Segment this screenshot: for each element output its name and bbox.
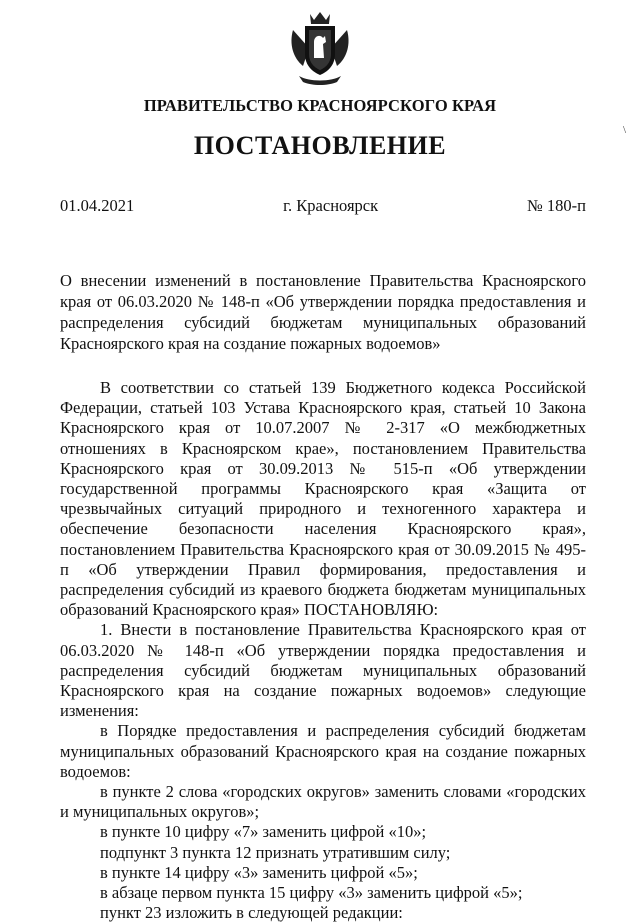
- government-title: ПРАВИТЕЛЬСТВО КРАСНОЯРСКОГО КРАЯ: [143, 96, 497, 115]
- change-paragraph-1: в пункте 2 слова «городских округов» заменить словами «городских и муниципальных округов»;: [60, 782, 586, 822]
- document-type-title: ПОСТАНОВЛЕНИЕ: [193, 131, 447, 160]
- change-paragraph-2: в пункте 10 цифру «7» заменить цифрой «10»;: [100, 822, 427, 842]
- document-number: № 180-п: [527, 196, 586, 215]
- change-paragraph-6: пункт 23 изложить в следующей редакции:: [100, 903, 403, 923]
- change-paragraph-5: в абзаце первом пункта 15 цифру «3» заменить цифрой «5»;: [100, 883, 523, 903]
- change-paragraph-3: подпункт 3 пункта 12 признать утратившим силу;: [100, 842, 451, 862]
- procedure-paragraph: в Порядке предоставления и распределения субсидий бюджетам муниципальных образований Красноярского края на создание пожарных водоемов:: [60, 721, 586, 781]
- document-date: 01.04.2021: [60, 196, 135, 215]
- krasnoyarsk-coat-of-arms-icon: [287, 8, 353, 88]
- preamble-paragraph: В соответствии со статьей 139 Бюджетного кодекса Российской Федерации, статьей 103 Устава Красноярского края, статьей 10 Закона Красноярского края от 10.07.2007 № 2-317 «О межбюджетных отношениях в Красноярском крае», постановлением Правительства Красноярского края от 30.09.2013 № 515-п «Об утверждении государственной программы Красноярского края «Защита от чрезвычайных ситуаций природного и техногенного характера и обеспечение безопасности населения Красноярского края», постановлением Правительства Красноярского края от 30.09.2015 № 495-п «Об утверждении Правил формирования, предоставления и распределения субсидий из краевого бюджета бюджетам муниципальных образований Красноярского края» ПОСТАНОВЛЯЮ:: [60, 378, 586, 620]
- document-meta-row: [60, 196, 586, 216]
- document-subject: О внесении изменений в постановление Правительства Красноярского края от 06.03.2020 № 148-п «Об утверждении порядка предоставления и распределения субсидий бюджетам муниципальных образований Красноярского края на создание пожарных водоемов»: [60, 271, 586, 353]
- change-paragraph-4: в пункте 14 цифру «3» заменить цифрой «5»;: [100, 862, 418, 882]
- document-city: г. Красноярск: [283, 196, 379, 215]
- item-1-paragraph: 1. Внести в постановление Правительства Красноярского края от 06.03.2020 № 148-п «Об утверждении порядка предоставления и распределения субсидий бюджетам муниципальных образований Красноярского края на создание пожарных водоемов» следующие изменения:: [60, 620, 586, 721]
- side-mark: \: [622, 124, 626, 136]
- document-body: [60, 378, 586, 923]
- coat-of-arms-emblem: [287, 8, 353, 88]
